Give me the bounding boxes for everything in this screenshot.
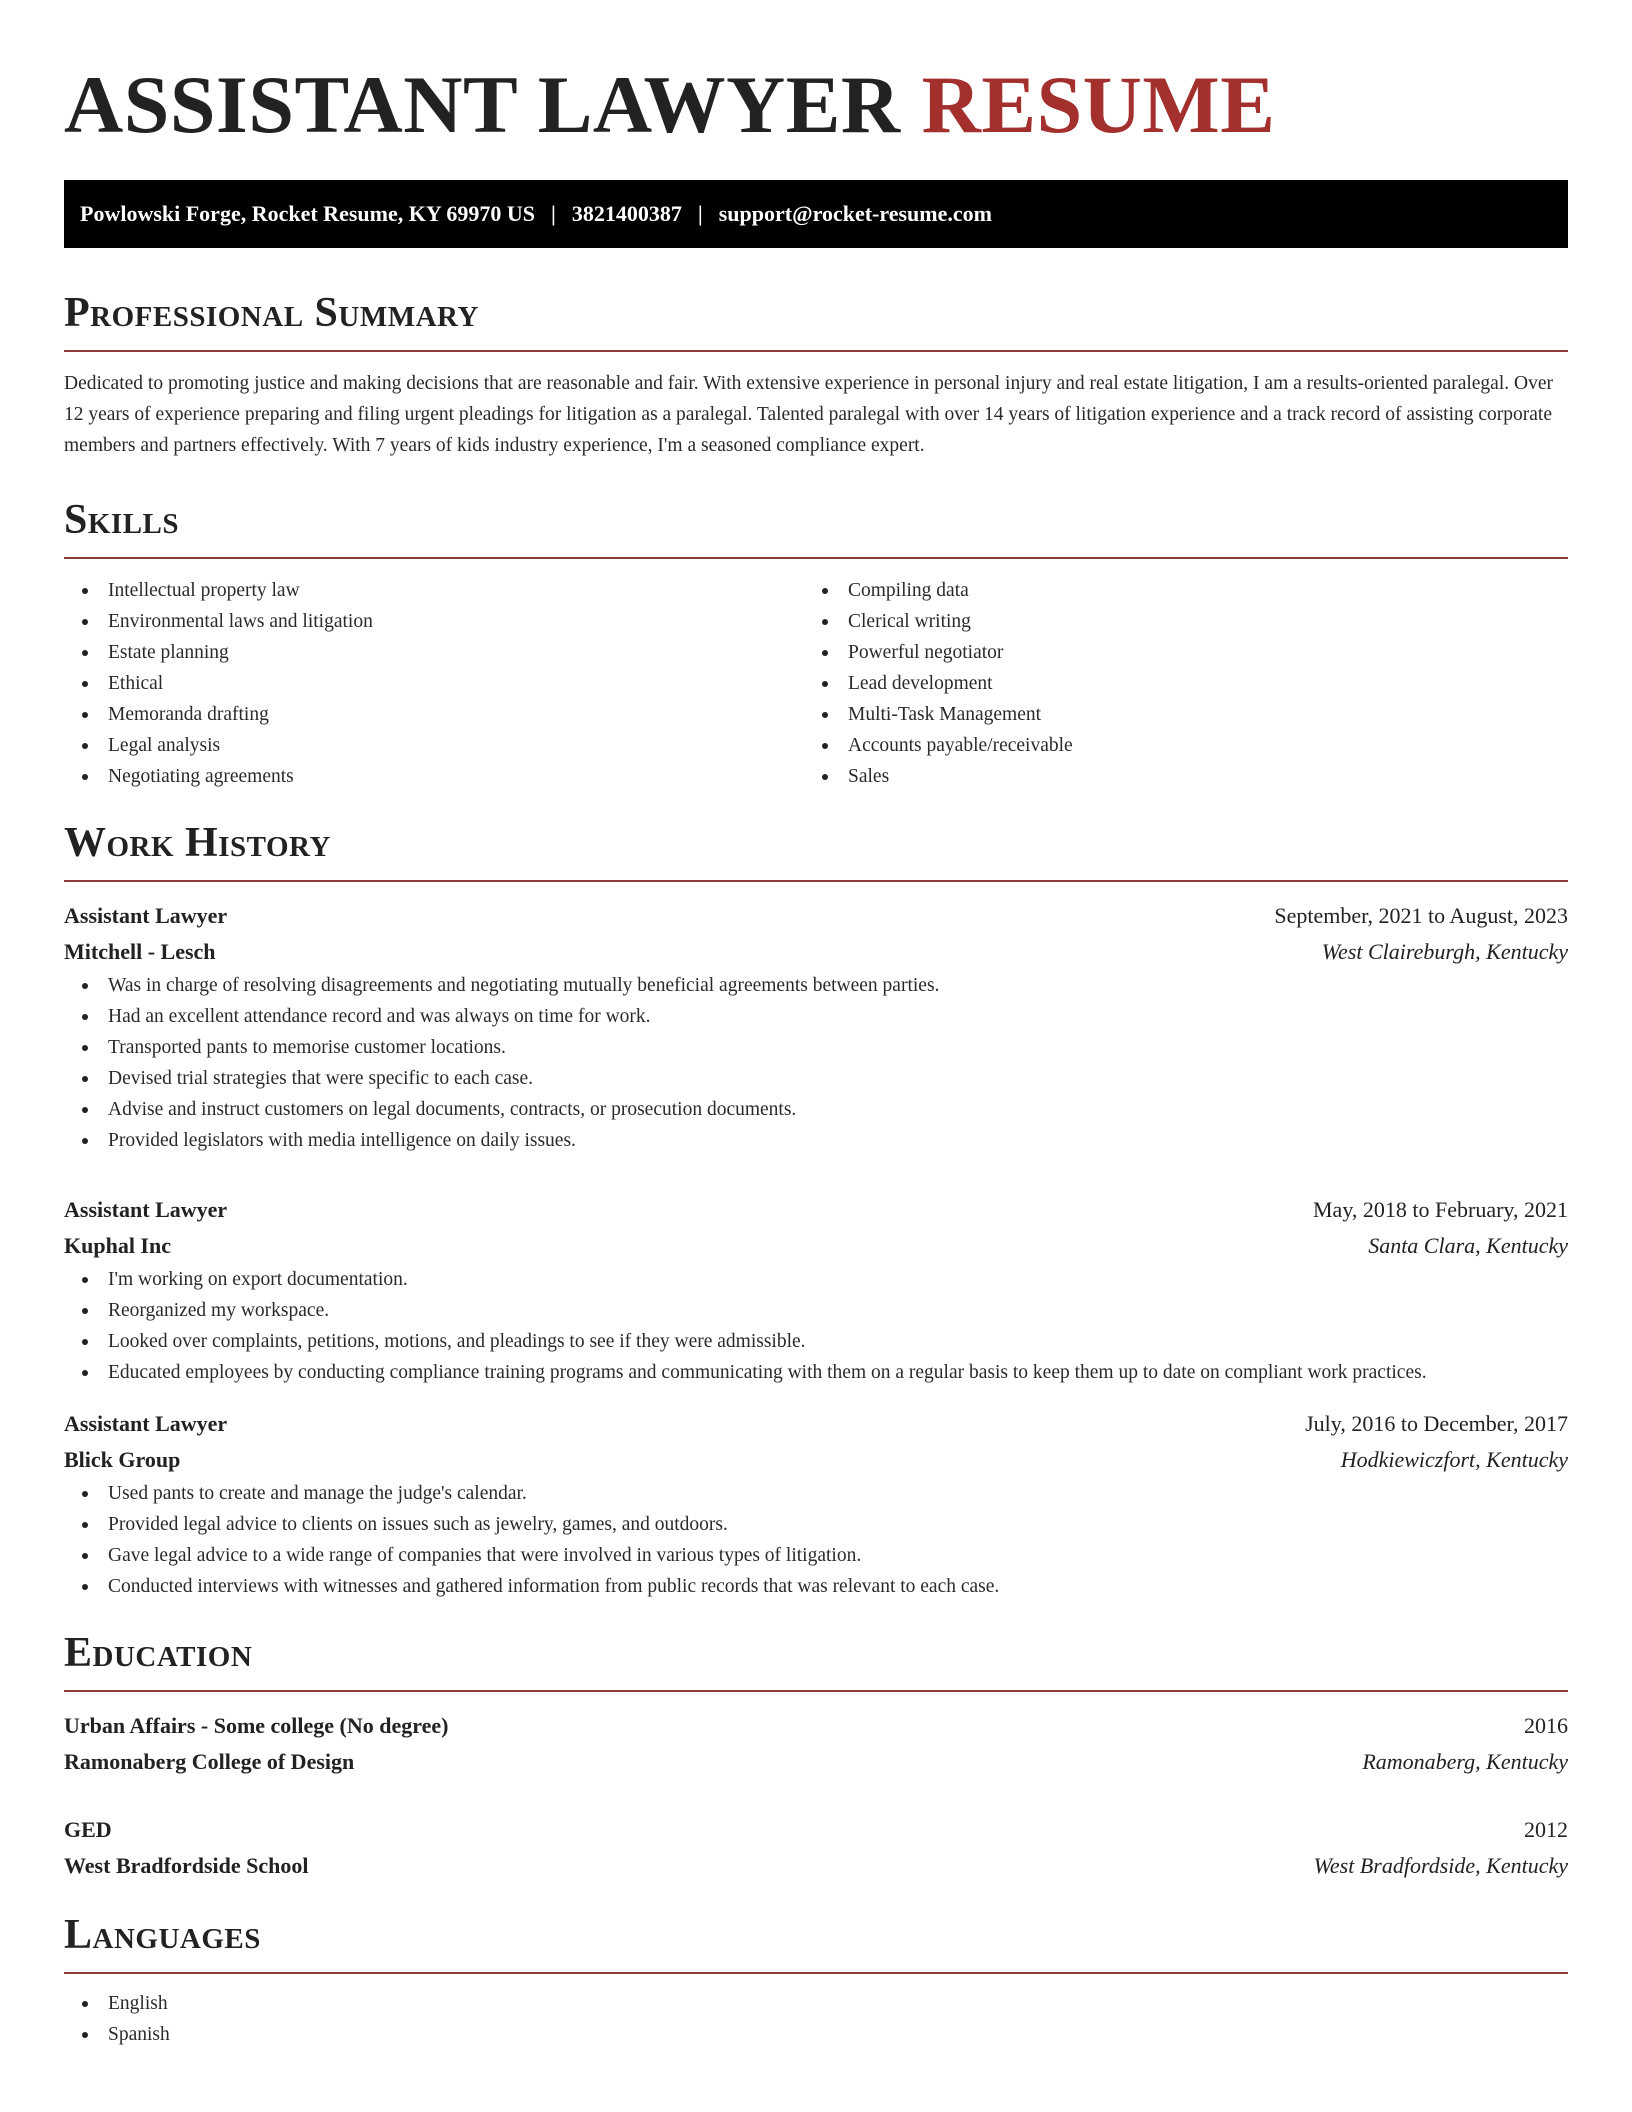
job-header-row <box>64 1406 1568 1442</box>
job-duty-item: Provided legislators with media intelligence on daily issues. <box>64 1125 1568 1156</box>
job-company-row <box>64 1228 1568 1264</box>
job-location: West Claireburgh, Kentucky <box>1321 939 1568 964</box>
languages-heading: Languages <box>64 1912 261 1958</box>
skill-item: Negotiating agreements <box>64 761 804 792</box>
title-main: ASSISTANT LAWYER <box>64 59 901 150</box>
job-duty-item: Gave legal advice to a wide range of companies that were involved in various types of litigation. <box>64 1540 1568 1571</box>
job-company-row <box>64 1442 1568 1478</box>
education-year: 2016 <box>1524 1713 1568 1738</box>
summary-text: Dedicated to promoting justice and making decisions that are reasonable and fair. With extensive experience in personal injury and real estate litigation, I am a results-oriented paralegal. Over 12 years of experience preparing and filing urgent pleadings for litigation as a paralegal. Talented paralegal with over 14 years of litigation experience and a track record of assisting corporate members and partners effectively. With 7 years of kids industry experience, I'm a seasoned compliance expert. <box>64 373 1553 456</box>
job-dates: July, 2016 to December, 2017 <box>1305 1411 1568 1436</box>
job-company: Kuphal Inc <box>64 1233 171 1258</box>
education-section <box>64 1632 1568 1884</box>
job-duty-item: Transported pants to memorise customer locations. <box>64 1032 1568 1063</box>
contact-phone[interactable]: 3821400387 <box>571 201 682 226</box>
job-dates: September, 2021 to August, 2023 <box>1274 903 1568 928</box>
contact-bar <box>64 180 1568 248</box>
languages-list <box>64 1988 1568 2050</box>
title-accent: RESUME <box>921 59 1276 150</box>
education-location: Ramonaberg, Kentucky <box>1362 1749 1568 1774</box>
work-history-heading: Work History <box>64 820 331 866</box>
skills-list-right <box>804 575 1544 792</box>
education-degree-row <box>64 1812 1568 1848</box>
job-duty-item: Advise and instruct customers on legal documents, contracts, or prosecution documents. <box>64 1094 1568 1125</box>
contact-address: Powlowski Forge, Rocket Resume, KY 69970 US <box>80 201 536 226</box>
job-duty-item: Looked over complaints, petitions, motions, and pleadings to see if they were admissible. <box>64 1326 1568 1357</box>
summary-heading: Professional Summary <box>64 290 479 336</box>
job-company: Mitchell - Lesch <box>64 939 216 964</box>
skills-section <box>64 499 1568 792</box>
section-divider <box>64 880 1568 882</box>
job-title: Assistant Lawyer <box>64 903 228 928</box>
education-heading: Education <box>64 1630 253 1676</box>
skill-item: Environmental laws and litigation <box>64 606 804 637</box>
job-duty-item: Devised trial strategies that were specific to each case. <box>64 1063 1568 1094</box>
summary-section <box>64 292 1568 461</box>
job-location: Santa Clara, Kentucky <box>1368 1233 1568 1258</box>
languages-section <box>64 1914 1568 2050</box>
job-duties-list <box>64 970 1568 1156</box>
job-duty-item: Educated employees by conducting compliance training programs and communicating with them on a regular basis to keep them up to date on compliant work practices. <box>64 1357 1568 1388</box>
contact-email[interactable]: support@rocket-resume.com <box>718 201 992 226</box>
education-degree: GED <box>64 1817 112 1842</box>
skill-item: Clerical writing <box>804 606 1544 637</box>
skill-item: Ethical <box>64 668 804 699</box>
skills-list-left <box>64 575 804 792</box>
language-item: English <box>64 1988 1568 2019</box>
job-entry <box>64 898 1568 1156</box>
education-school: West Bradfordside School <box>64 1853 309 1878</box>
job-company: Blick Group <box>64 1447 181 1472</box>
section-divider <box>64 350 1568 352</box>
education-year: 2012 <box>1524 1817 1568 1842</box>
section-divider <box>64 557 1568 559</box>
education-degree-row <box>64 1708 1568 1744</box>
contact-separator: | <box>697 201 703 226</box>
job-entry <box>64 1406 1568 1602</box>
education-entry <box>64 1812 1568 1884</box>
job-duty-item: Provided legal advice to clients on issues such as jewelry, games, and outdoors. <box>64 1509 1568 1540</box>
skill-item: Memoranda drafting <box>64 699 804 730</box>
education-school-row <box>64 1848 1568 1884</box>
education-school: Ramonaberg College of Design <box>64 1749 355 1774</box>
job-title: Assistant Lawyer <box>64 1197 228 1222</box>
job-duties-list <box>64 1478 1568 1602</box>
work-history-section <box>64 822 1568 1602</box>
education-entry <box>64 1708 1568 1780</box>
job-duty-item: Conducted interviews with witnesses and gathered information from public records that was relevant to each case. <box>64 1571 1568 1602</box>
skills-heading: Skills <box>64 497 180 543</box>
skill-item: Lead development <box>804 668 1544 699</box>
skill-item: Estate planning <box>64 637 804 668</box>
education-location: West Bradfordside, Kentucky <box>1313 1853 1568 1878</box>
resume-title <box>64 59 1568 150</box>
job-location: Hodkiewiczfort, Kentucky <box>1340 1447 1568 1472</box>
job-title: Assistant Lawyer <box>64 1411 228 1436</box>
section-divider <box>64 1972 1568 1974</box>
education-degree: Urban Affairs - Some college (No degree) <box>64 1713 449 1738</box>
skill-item: Compiling data <box>804 575 1544 606</box>
job-header-row <box>64 1192 1568 1228</box>
section-divider <box>64 1690 1568 1692</box>
job-duty-item: I'm working on export documentation. <box>64 1264 1568 1295</box>
skill-item: Legal analysis <box>64 730 804 761</box>
job-header-row <box>64 898 1568 934</box>
skill-item: Intellectual property law <box>64 575 804 606</box>
skill-item: Accounts payable/receivable <box>804 730 1544 761</box>
job-duty-item: Had an excellent attendance record and was always on time for work. <box>64 1001 1568 1032</box>
job-duty-item: Was in charge of resolving disagreements and negotiating mutually beneficial agreements between parties. <box>64 970 1568 1001</box>
skills-columns <box>64 575 1568 792</box>
job-dates: May, 2018 to February, 2021 <box>1313 1197 1568 1222</box>
skill-item: Multi-Task Management <box>804 699 1544 730</box>
contact-separator: | <box>551 201 556 226</box>
skill-item: Powerful negotiator <box>804 637 1544 668</box>
education-school-row <box>64 1744 1568 1780</box>
job-entry <box>64 1192 1568 1388</box>
skill-item: Sales <box>804 761 1544 792</box>
job-duty-item: Used pants to create and manage the judge's calendar. <box>64 1478 1568 1509</box>
job-duties-list <box>64 1264 1568 1388</box>
job-duty-item: Reorganized my workspace. <box>64 1295 1568 1326</box>
language-item: Spanish <box>64 2019 1568 2050</box>
job-company-row <box>64 934 1568 970</box>
